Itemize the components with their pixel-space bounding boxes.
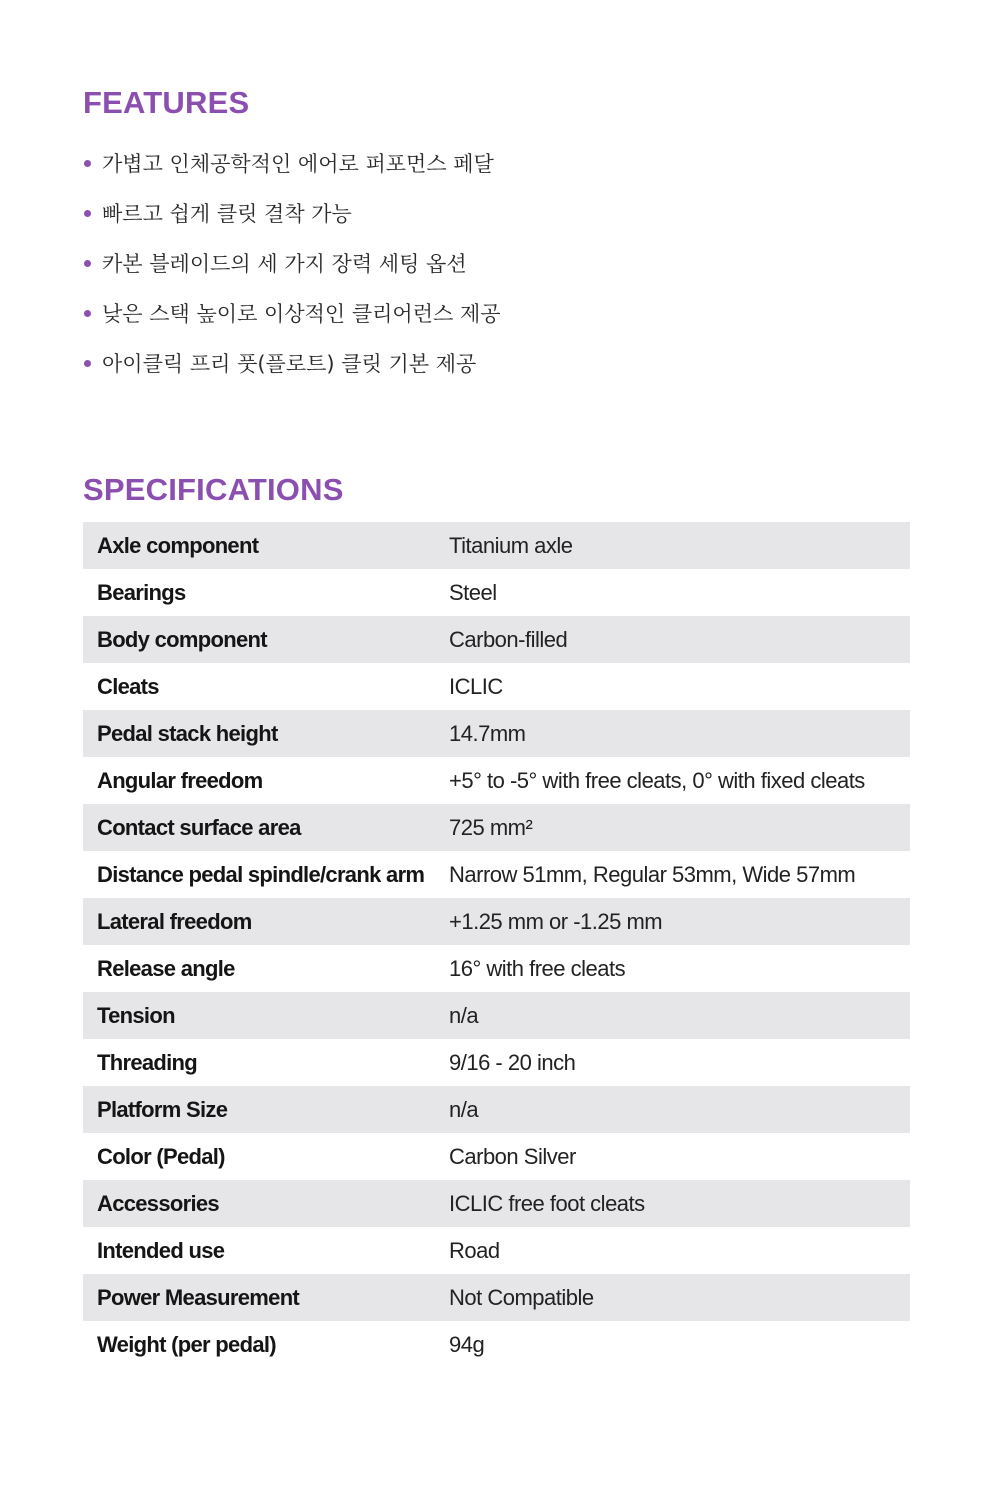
spec-value: Road [449,1227,910,1274]
spec-row [83,710,910,757]
spec-value: Not Compatible [449,1274,910,1321]
feature-item [84,138,501,188]
feature-item [84,338,501,388]
feature-text: 카본 블레이드의 세 가지 장력 세팅 옵션 [102,252,467,276]
feature-item [84,288,501,338]
spec-value: ICLIC free foot cleats [449,1180,910,1227]
bullet-icon [84,360,91,367]
spec-value: n/a [449,1086,910,1133]
spec-value: 9/16 - 20 inch [449,1039,910,1086]
spec-label: Contact surface area [83,804,449,851]
feature-item [84,238,501,288]
spec-row [83,663,910,710]
bullet-icon [84,310,91,317]
spec-label: Platform Size [83,1086,449,1133]
spec-value: +5° to -5° with free cleats, 0° with fixed cleats [449,757,910,804]
features-list [84,138,501,388]
spec-label: Accessories [83,1180,449,1227]
spec-value: ICLIC [449,663,910,710]
spec-value: Steel [449,569,910,616]
spec-label: Axle component [83,522,449,569]
spec-value: 725 mm² [449,804,910,851]
spec-row [83,757,910,804]
spec-value: 14.7mm [449,710,910,757]
specifications-heading: SPECIFICATIONS [83,472,344,507]
feature-text: 낮은 스택 높이로 이상적인 클리어런스 제공 [102,302,501,326]
spec-label: Intended use [83,1227,449,1274]
spec-value: 16° with free cleats [449,945,910,992]
feature-text: 빠르고 쉽게 클릿 결착 가능 [102,202,352,226]
spec-label: Release angle [83,945,449,992]
bullet-icon [84,260,91,267]
bullet-icon [84,160,91,167]
spec-value: Titanium axle [449,522,910,569]
spec-label: Threading [83,1039,449,1086]
spec-value: Narrow 51mm, Regular 53mm, Wide 57mm [449,851,910,898]
spec-row [83,898,910,945]
spec-row [83,1274,910,1321]
spec-label: Lateral freedom [83,898,449,945]
bullet-icon [84,210,91,217]
spec-label: Angular freedom [83,757,449,804]
spec-label: Weight (per pedal) [83,1321,449,1368]
spec-row [83,616,910,663]
spec-row [83,851,910,898]
spec-row [83,945,910,992]
spec-row [83,1086,910,1133]
spec-row [83,1321,910,1368]
spec-value: +1.25 mm or -1.25 mm [449,898,910,945]
spec-label: Body component [83,616,449,663]
spec-label: Bearings [83,569,449,616]
spec-row [83,1227,910,1274]
spec-label: Color (Pedal) [83,1133,449,1180]
spec-row [83,804,910,851]
specifications-table [83,522,910,1368]
spec-row [83,522,910,569]
spec-row [83,1133,910,1180]
feature-text: 아이클릭 프리 풋(플로트) 클릿 기본 제공 [102,352,477,376]
spec-label: Pedal stack height [83,710,449,757]
spec-label: Tension [83,992,449,1039]
spec-row [83,1039,910,1086]
spec-value: Carbon-filled [449,616,910,663]
feature-item [84,188,501,238]
features-heading: FEATURES [83,85,250,120]
spec-label: Distance pedal spindle/crank arm [83,851,449,898]
spec-value: n/a [449,992,910,1039]
spec-label: Cleats [83,663,449,710]
spec-row [83,569,910,616]
spec-row [83,992,910,1039]
spec-row [83,1180,910,1227]
spec-value: Carbon Silver [449,1133,910,1180]
feature-text: 가볍고 인체공학적인 에어로 퍼포먼스 페달 [102,152,494,176]
spec-label: Power Measurement [83,1274,449,1321]
spec-value: 94g [449,1321,910,1368]
